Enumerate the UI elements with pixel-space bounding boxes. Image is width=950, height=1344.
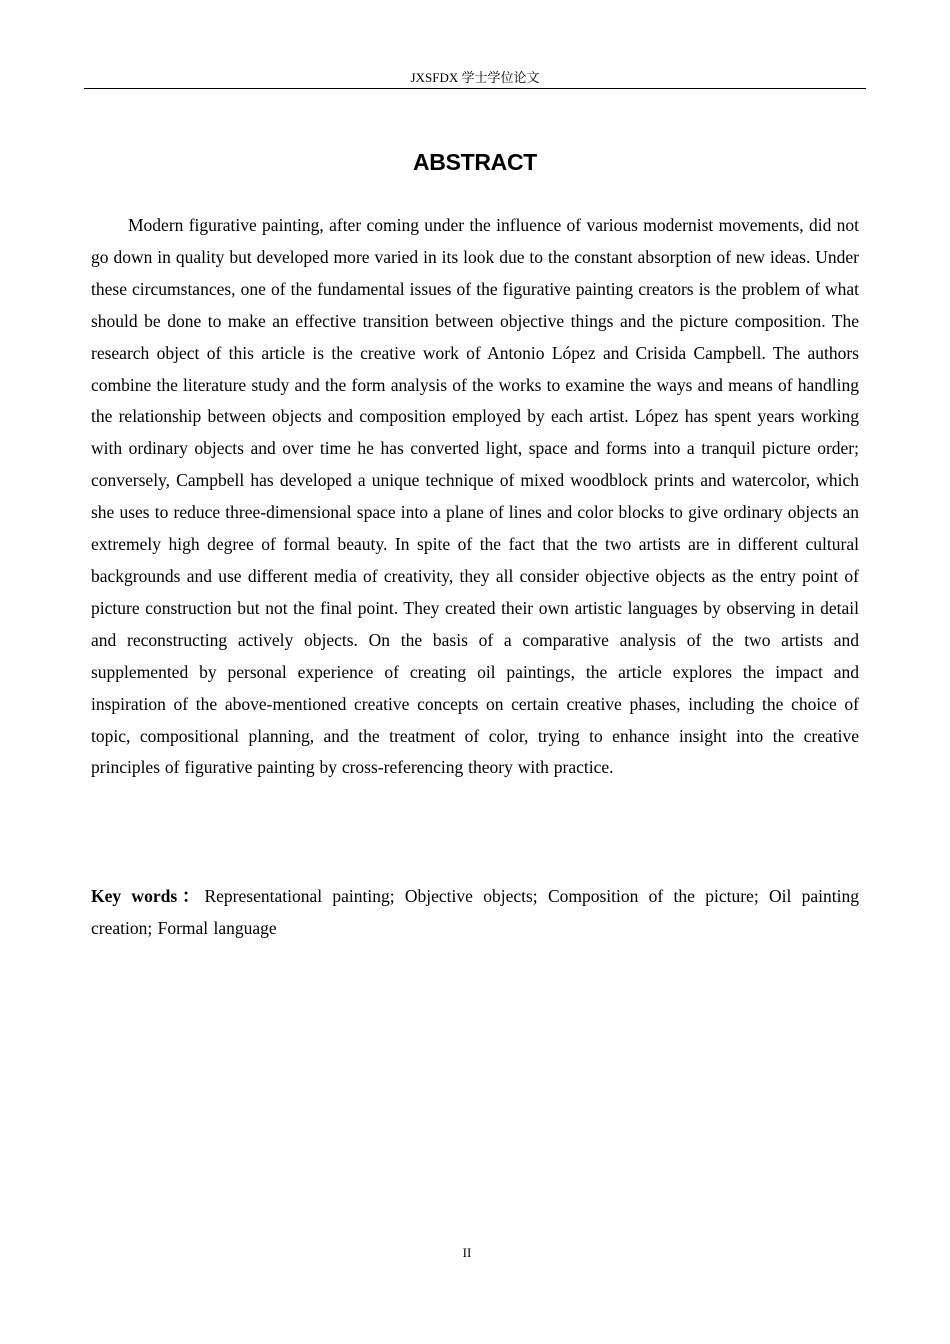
page-number: II (462, 1245, 472, 1260)
running-header-title: JXSFDX 学士学位论文 (410, 70, 540, 85)
keywords-label: Key words： (91, 886, 205, 906)
abstract-body: Modern figurative painting, after coming under the influence of various modernist movements, did not go down in quality but developed more varied in its look due to the constant absorption of new ideas. Under these circumstances, one of the fundamental issues of the figurative painting creators is the problem of what should be done to make an effective transition between objective things and the picture composition. The research object of this article is the creative work of Antonio López and Crisida Campbell. The authors combine the literature study and the form analysis of the works to examine the ways and means of handling the relationship between objects and composition employed by each artist. López has spent years working with ordinary objects and over time he has converted light, space and forms into a tranquil picture order; conversely, Campbell has developed a unique technique of mixed woodblock prints and watercolor, which she uses to reduce three-dimensional space into a plane of lines and color blocks to give ordinary objects an extremely high degree of formal beauty. In spite of the fact that the two artists are in different cultural backgrounds and use different media of creativity, they all consider objective objects as the entry point of picture construction but not the final point. They created their own artistic languages by observing in detail and reconstructing actively objects. On the basis of a comparative analysis of the two artists and supplemented by personal experience of creating oil paintings, the article explores the impact and inspiration of the above-mentioned creative concepts on certain creative phases, including the choice of topic, compositional planning, and the treatment of color, trying to enhance insight into the creative principles of figurative painting by cross-referencing theory with practice. (91, 215, 859, 778)
keywords-paragraph (91, 881, 859, 945)
keywords-list: Representational painting; Objective objects; Composition of the picture; Oil painting creation; Formal language (91, 886, 859, 938)
running-header (84, 68, 866, 89)
abstract-heading: ABSTRACT (412, 149, 538, 175)
